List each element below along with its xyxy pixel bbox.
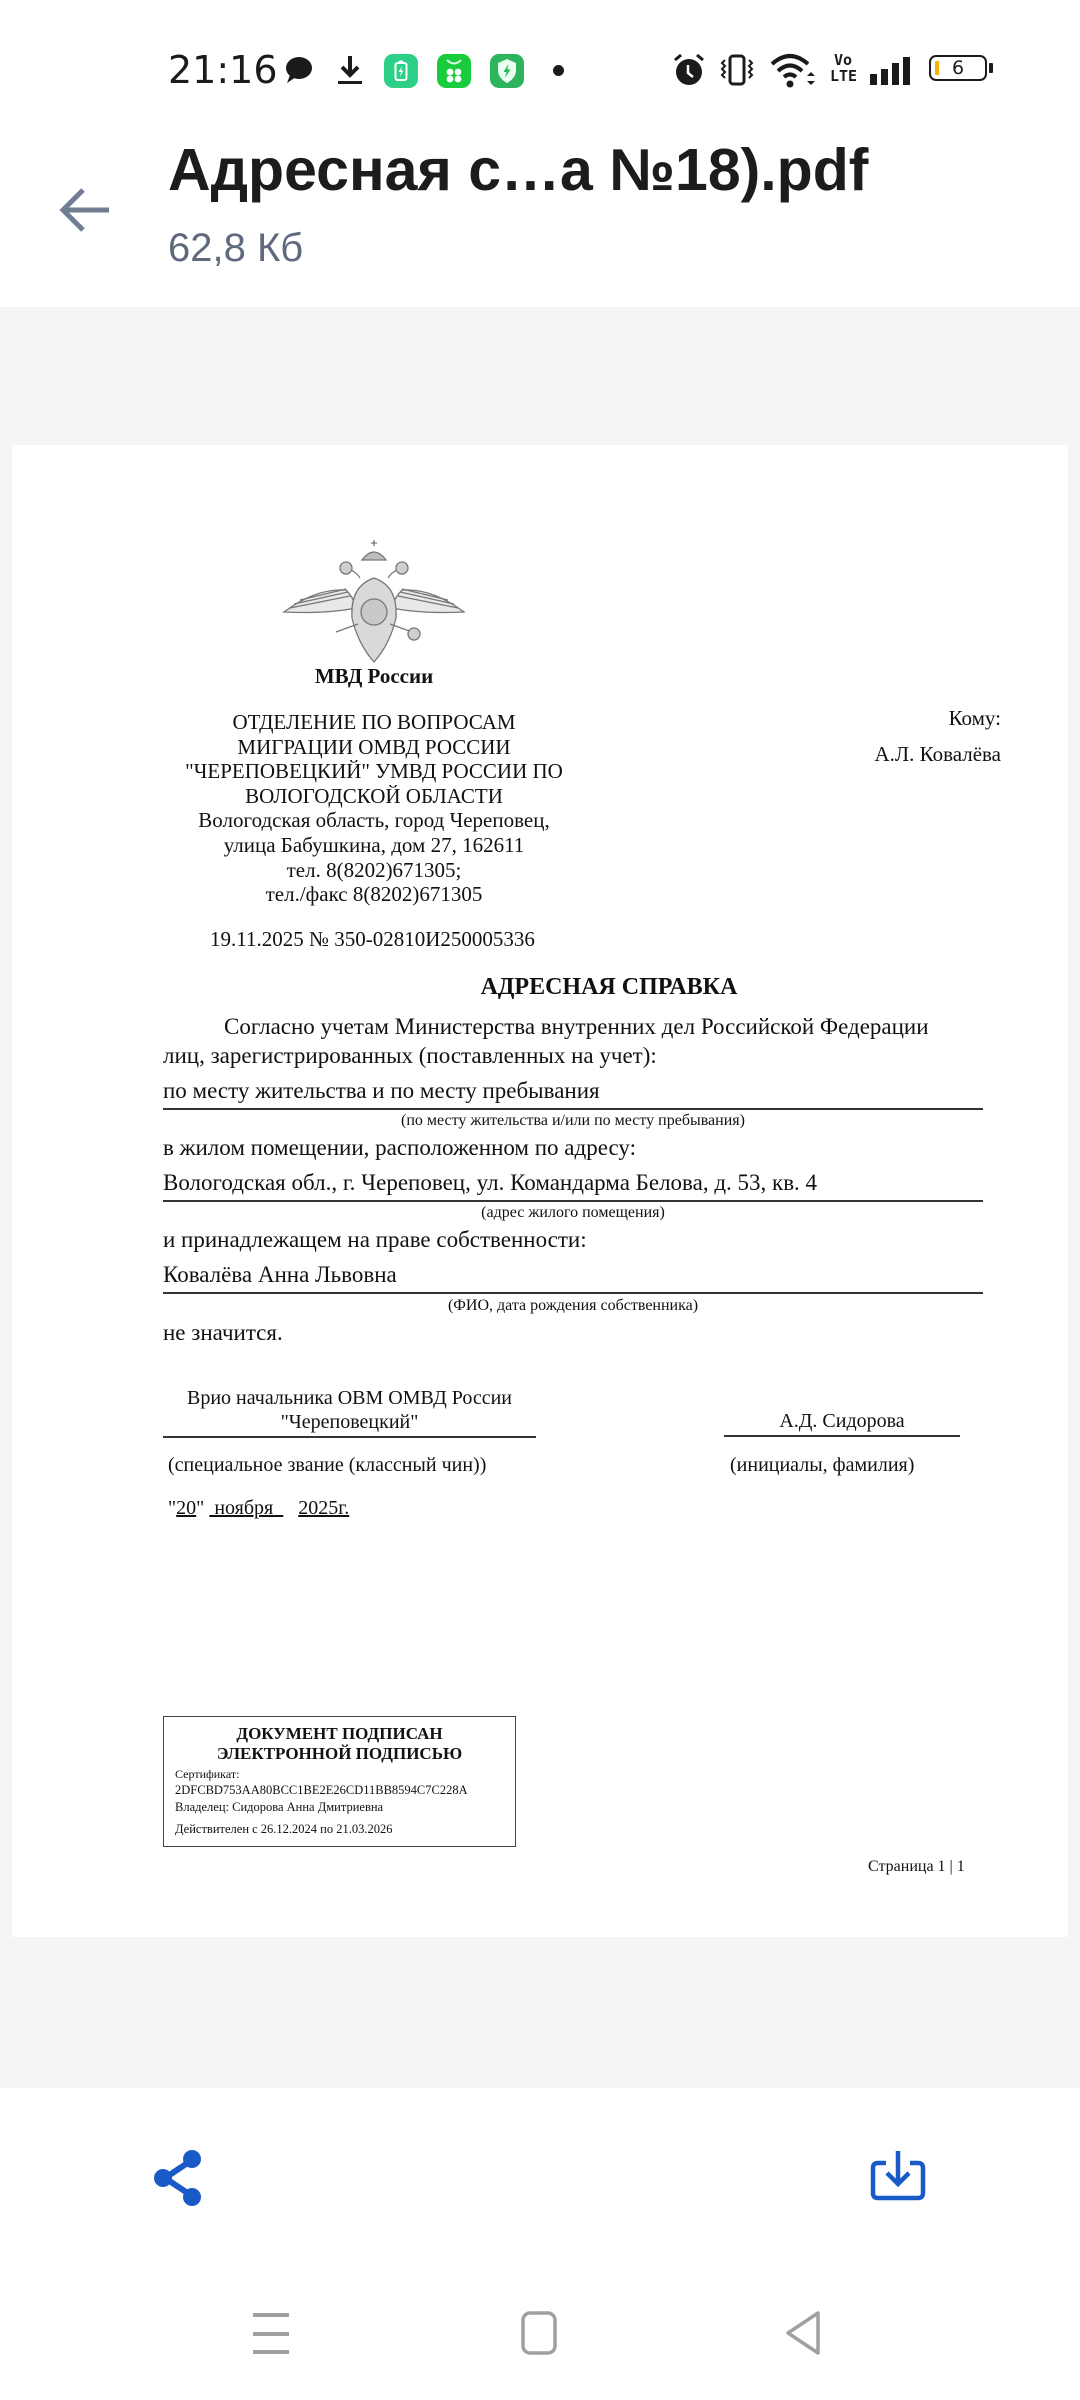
- signer-name: А.Д. Сидорова: [724, 1410, 960, 1437]
- battery-saver-app-icon: [384, 54, 418, 88]
- certificate-number: 2DFCBD753AA80BCC1BE2E26CD11BB8594C7C228A: [175, 1783, 468, 1797]
- quote: ": [168, 1497, 177, 1519]
- owner-value: Ковалёва Анна Львовна: [163, 1262, 397, 1287]
- wifi-icon: [770, 52, 816, 93]
- more-notifications-dot: [553, 65, 564, 76]
- save-to-device-icon: [868, 2147, 928, 2207]
- document-heading: АДРЕСНАЯ СПРАВКА: [480, 974, 738, 1000]
- file-title: Адресная с…а №18).pdf: [168, 137, 869, 203]
- owner-field: [163, 1262, 983, 1294]
- stamp-title-2: ЭЛЕКТРОННОЙ ПОДПИСЬЮ: [216, 1744, 463, 1763]
- org-line: Вологодская область, город Череповец,: [198, 808, 550, 833]
- nav-recents-button[interactable]: [236, 2298, 306, 2368]
- signer-name-hint: (инициалы, фамилия): [730, 1454, 915, 1476]
- signer-position-line-2: "Череповецкий": [280, 1411, 419, 1433]
- battery-level: 6: [951, 57, 965, 79]
- menu-lines-icon: [251, 2311, 291, 2355]
- address-field: [163, 1170, 983, 1202]
- save-to-device-button[interactable]: [853, 2132, 943, 2222]
- org-line: МИГРАЦИИ ОМВД РОССИИ: [237, 734, 511, 759]
- sign-date-year: 2025г.: [298, 1497, 350, 1519]
- recipient-name: А.Л. Ковалёва: [874, 742, 1001, 766]
- sign-date-month: ноября: [209, 1497, 284, 1519]
- page-indicator: Страница 1 | 1: [868, 1858, 965, 1875]
- registration-type-value: по месту жительства и по месту пребывания: [163, 1078, 600, 1103]
- app-market-icon: [437, 54, 471, 88]
- volte-top-label: Vo: [833, 51, 853, 69]
- org-line: тел. 8(8202)671305;: [286, 857, 462, 882]
- agency-name: МВД России: [314, 664, 434, 688]
- alarm-icon: [672, 52, 706, 93]
- back-button[interactable]: [48, 172, 124, 248]
- org-line: улица Бабушкина, дом 27, 162611: [223, 832, 525, 857]
- message-icon: [282, 55, 314, 90]
- signer-position-hint: (специальное звание (классный чин)): [168, 1454, 487, 1476]
- download-icon: [336, 54, 364, 91]
- sign-date-day: 20: [176, 1497, 197, 1519]
- battery-icon: [929, 55, 993, 85]
- signal-icon: [869, 56, 911, 91]
- registration-type-hint: (по месту жительства и/или по месту пребывания): [401, 1112, 745, 1129]
- certificate-owner: Владелец: Сидорова Анна Дмитриевна: [175, 1800, 384, 1814]
- nav-back-button[interactable]: [769, 2298, 839, 2368]
- security-app-icon: [490, 54, 524, 88]
- address-label: в жилом помещении, расположенном по адресу:: [163, 1135, 636, 1160]
- owner-hint: (ФИО, дата рождения собственника): [447, 1297, 699, 1314]
- org-line: ОТДЕЛЕНИЕ ПО ВОПРОСАМ: [232, 710, 516, 734]
- status-time: 21:16: [168, 48, 278, 92]
- result-text: не значится.: [163, 1320, 283, 1345]
- date-and-number: 19.11.2025 № 350-02810И250005336: [210, 927, 535, 951]
- nav-home-button[interactable]: [504, 2298, 574, 2368]
- volte-bottom-label: LTE: [830, 67, 858, 85]
- mvd-emblem-icon: [276, 538, 472, 669]
- address-hint: (адрес жилого помещения): [481, 1204, 665, 1221]
- stamp-title-1: ДОКУМЕНТ ПОДПИСАН: [236, 1724, 443, 1743]
- certificate-label: Сертификат:: [175, 1767, 240, 1781]
- share-icon: [148, 2146, 208, 2210]
- vibrate-icon: [720, 54, 754, 91]
- recipient-label: Кому:: [948, 706, 1001, 730]
- signer-position: [163, 1386, 536, 1438]
- back-triangle-icon: [784, 2309, 824, 2357]
- owner-label: и принадлежащем на праве собственности:: [163, 1227, 587, 1252]
- intro-line-1: Согласно учетам Министерства внутренних дел Российской Федерации: [224, 1014, 929, 1039]
- registration-type-field: [163, 1078, 983, 1110]
- certificate-validity: Действителен с 26.12.2024 по 21.03.2026: [175, 1822, 393, 1836]
- org-block: [150, 710, 598, 907]
- address-value: Вологодская обл., г. Череповец, ул. Командарма Белова, д. 53, кв. 4: [163, 1170, 818, 1195]
- share-button[interactable]: [133, 2133, 223, 2223]
- org-line: ВОЛОГОДСКОЙ ОБЛАСТИ: [245, 783, 503, 808]
- signer-position-line-1: Врио начальника ОВМ ОМВД России: [186, 1387, 513, 1409]
- sign-date: [168, 1497, 349, 1520]
- quote: ": [196, 1497, 205, 1519]
- org-line: тел./факс 8(8202)671305: [265, 882, 483, 907]
- org-line: "ЧЕРЕПОВЕЦКИЙ" УМВД РОССИИ ПО: [185, 759, 563, 784]
- file-size: 62,8 Кб: [168, 226, 304, 270]
- home-square-icon: [519, 2309, 559, 2357]
- back-arrow-icon: [59, 186, 113, 234]
- e-signature-stamp: [163, 1716, 516, 1847]
- intro-line-2: лиц, зарегистрированных (поставленных на учет):: [163, 1043, 657, 1068]
- volte-icon: [830, 52, 856, 84]
